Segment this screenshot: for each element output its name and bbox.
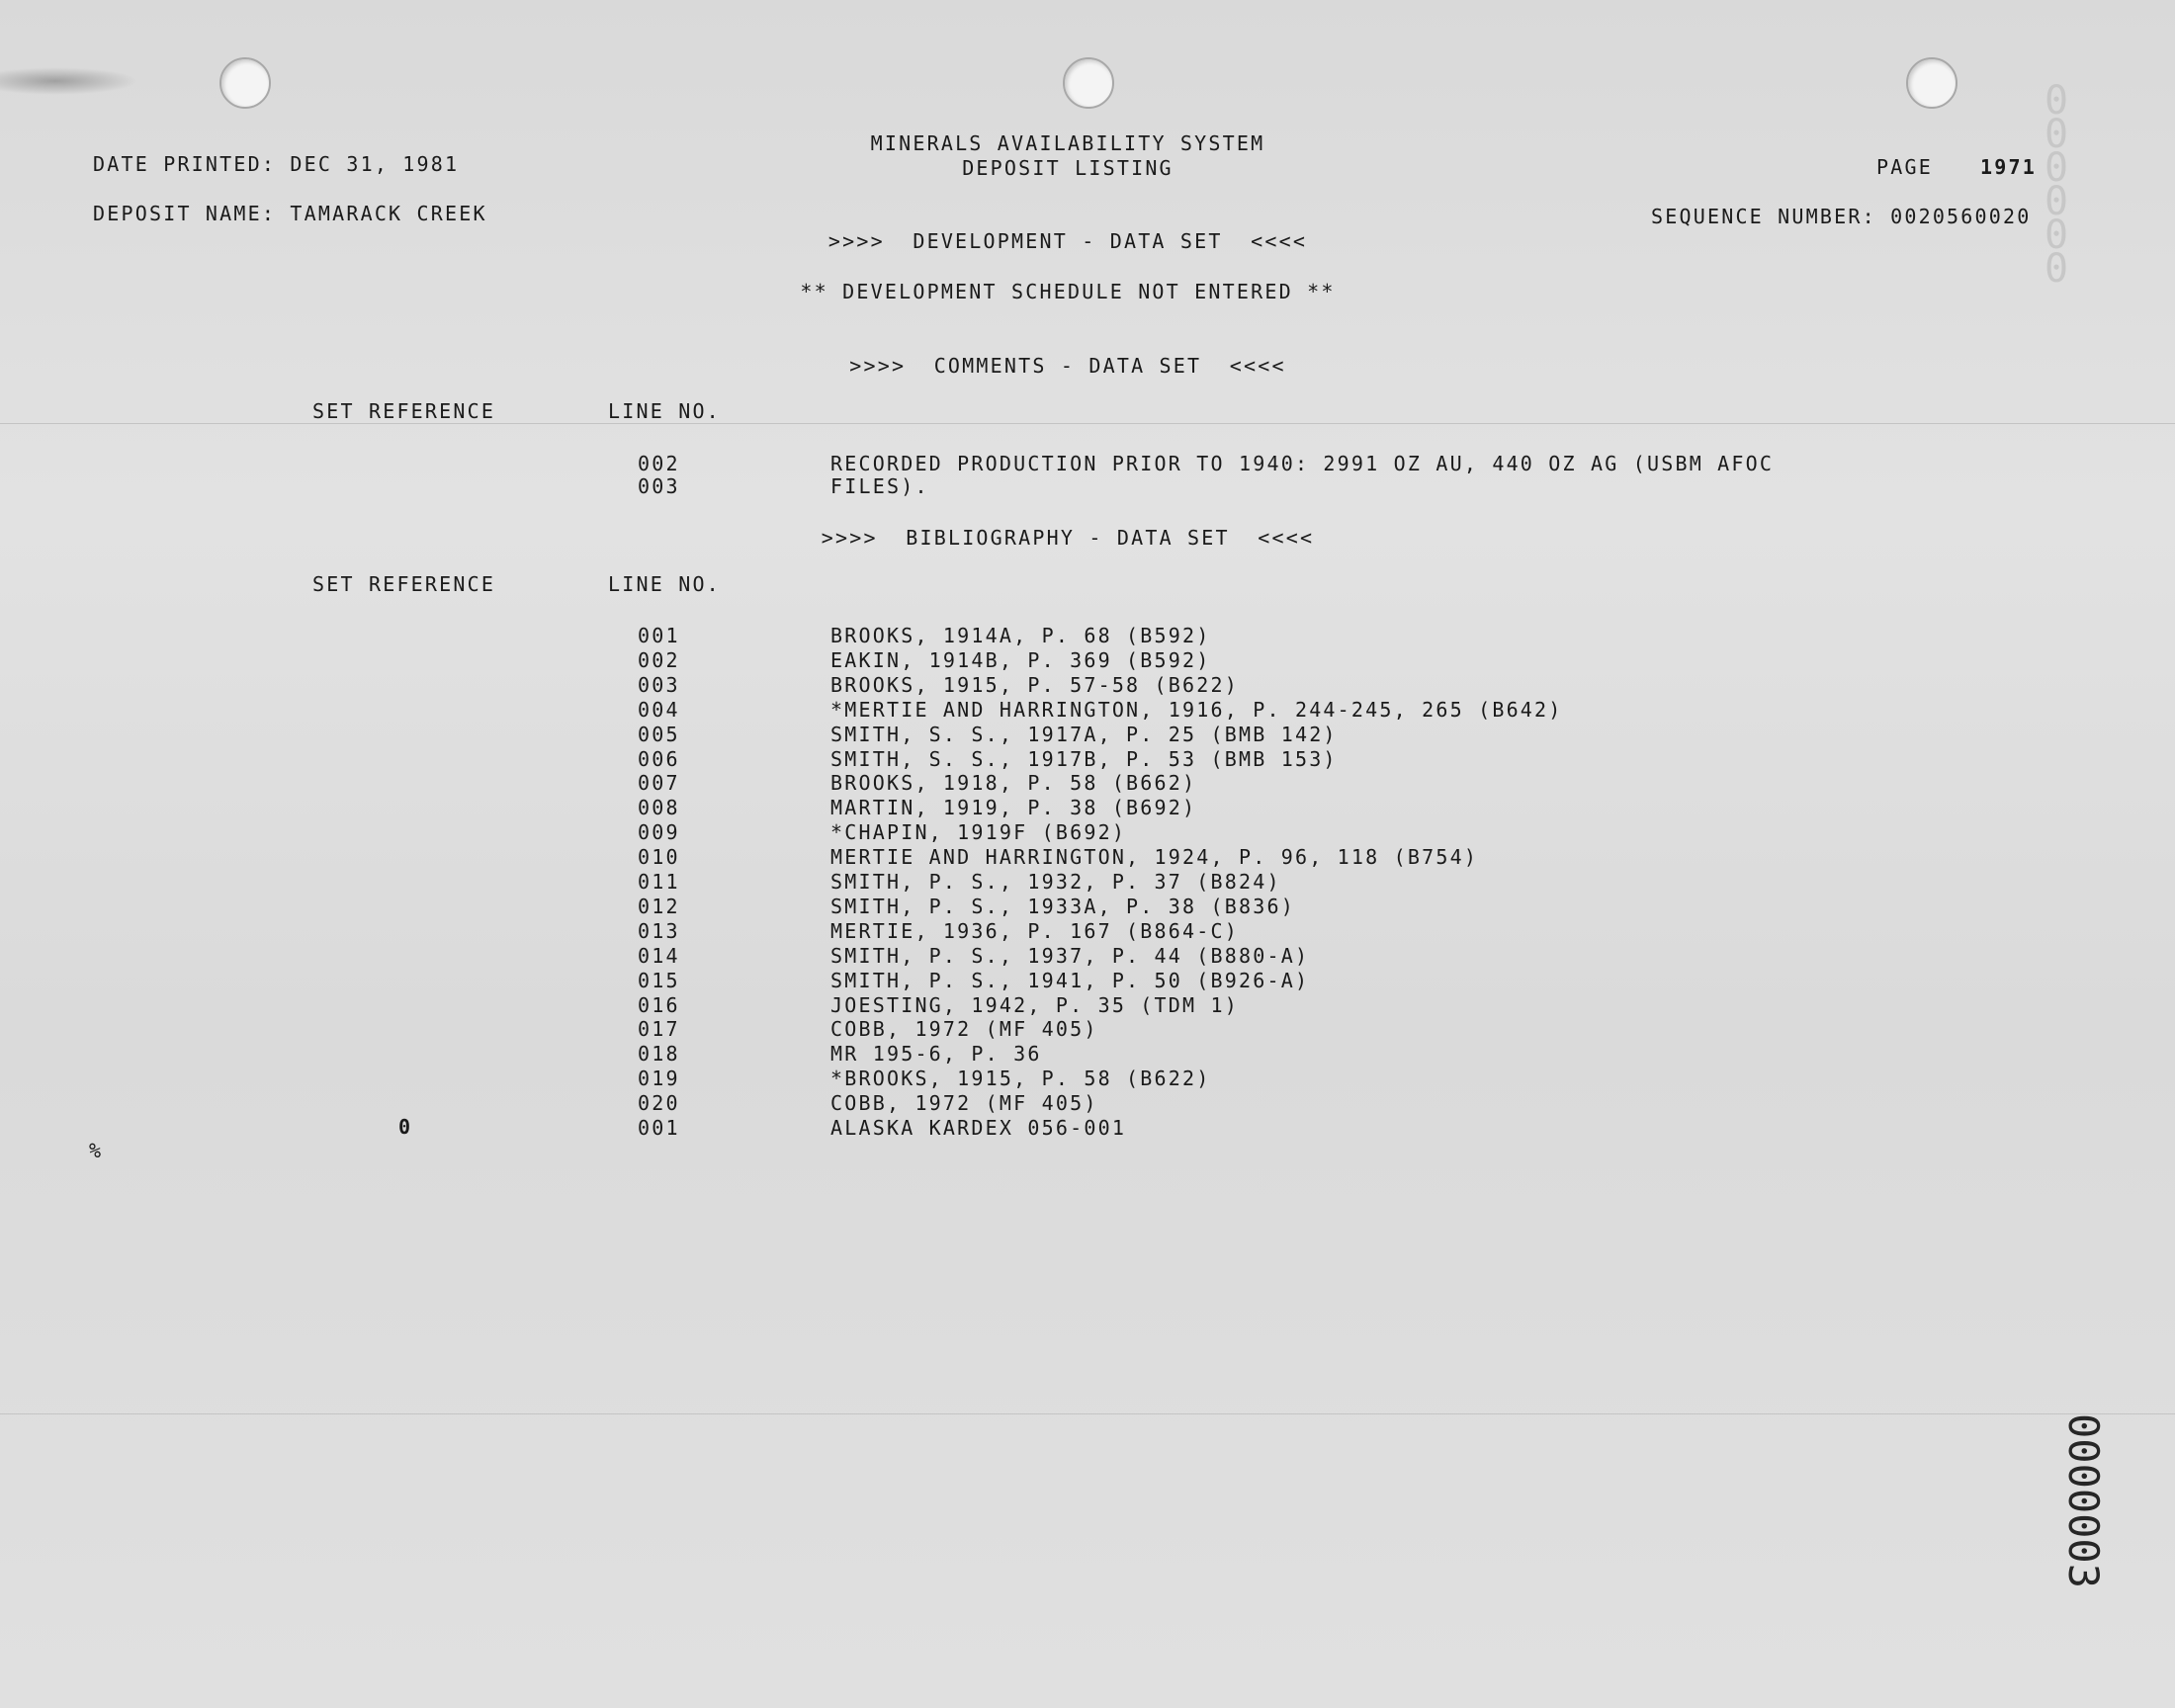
bibliography-line-no: 001 [638,624,680,647]
bibliography-col-set-reference: SET REFERENCE [312,572,496,596]
bibliography-line-no: 007 [638,771,680,795]
bibliography-line-no: 012 [638,895,680,918]
bibliography-entry: JOESTING, 1942, P. 35 (TDM 1) [830,993,1239,1017]
bibliography-entry: SMITH, S. S., 1917A, P. 25 (BMB 142) [830,723,1338,746]
comment-line-no: 003 [638,474,680,498]
bibliography-line-no: 011 [638,870,680,894]
bibliography-entry: BROOKS, 1918, P. 58 (B662) [830,771,1197,795]
development-heading: >>>> DEVELOPMENT - DATA SET <<<< [827,229,1308,253]
bibliography-entry: MR 195-6, P. 36 [830,1042,1042,1066]
bibliography-entry: SMITH, P. S., 1937, P. 44 (B880-A) [830,944,1310,968]
punch-hole [219,57,271,109]
bibliography-entry: MERTIE, 1936, P. 167 (B864-C) [830,919,1239,943]
bibliography-line-no: 017 [638,1017,680,1041]
bibliography-line-no: 004 [638,698,680,722]
side-stamp-bottom [2059,1413,2108,1589]
bibliography-line-no: 016 [638,993,680,1017]
comment-text: FILES). [830,474,929,498]
bibliography-entry: MERTIE AND HARRINGTON, 1924, P. 96, 118 (B754) [830,845,1479,869]
bibliography-entry: BROOKS, 1914A, P. 68 (B592) [830,624,1211,647]
bibliography-line-no: 008 [638,796,680,819]
bibliography-line-no: 003 [638,673,680,697]
bibliography-entry: SMITH, P. S., 1941, P. 50 (B926-A) [830,969,1310,992]
comment-line-no: 002 [638,452,680,475]
bibliography-entry: *BROOKS, 1915, P. 58 (B622) [830,1067,1211,1090]
fold-line [0,423,2175,424]
bibliography-line-no: 020 [638,1091,680,1115]
bibliography-entry: MARTIN, 1919, P. 38 (B692) [830,796,1197,819]
bibliography-line-no: 010 [638,845,680,869]
bibliography-entry: ALASKA KARDEX 056-001 [830,1116,1127,1140]
bibliography-entry: SMITH, P. S., 1933A, P. 38 (B836) [830,895,1295,918]
bibliography-line-no: 018 [638,1042,680,1066]
bibliography-entry: COBB, 1972 (MF 405) [830,1091,1098,1115]
bibliography-line-no: 002 [638,648,680,672]
side-stamp-bottom-text: 0000003 [2059,1413,2108,1589]
bibliography-line-no: 005 [638,723,680,746]
punch-hole [1906,57,1958,109]
report-title: DEPOSIT LISTING [962,156,1174,180]
punch-hole [1063,57,1114,109]
side-stamp-top: 0 0 0 0 0 0 [2044,78,2069,292]
bibliography-heading: >>>> BIBLIOGRAPHY - DATA SET <<<< [821,526,1315,550]
bibliography-entry: EAKIN, 1914B, P. 369 (B592) [830,648,1211,672]
ink-smudge [0,67,138,95]
set-reference-value: 0 [398,1115,413,1139]
bibliography-line-no: 014 [638,944,680,968]
bibliography-line-no: 019 [638,1067,680,1090]
bibliography-entry: *CHAPIN, 1919F (B692) [830,820,1127,844]
bibliography-line-no: 013 [638,919,680,943]
system-title: MINERALS AVAILABILITY SYSTEM [870,131,1265,155]
sequence-number: SEQUENCE NUMBER: 0020560020 [1651,205,2032,228]
bibliography-entry: BROOKS, 1915, P. 57-58 (B622) [830,673,1239,697]
bibliography-entry: *MERTIE AND HARRINGTON, 1916, P. 244-245, 265 (B642) [830,698,1563,722]
footer-mark: % [89,1139,104,1162]
bibliography-line-no: 006 [638,747,680,771]
page-label: PAGE [1876,155,1933,179]
date-printed: DATE PRINTED: DEC 31, 1981 [93,152,460,176]
development-note: ** DEVELOPMENT SCHEDULE NOT ENTERED ** [800,280,1336,303]
bibliography-line-no: 015 [638,969,680,992]
comments-col-set-reference: SET REFERENCE [312,399,496,423]
bibliography-entry: SMITH, P. S., 1932, P. 37 (B824) [830,870,1281,894]
bibliography-col-line-no: LINE NO. [608,572,721,596]
comments-heading: >>>> COMMENTS - DATA SET <<<< [849,354,1286,378]
fold-line [0,1413,2175,1414]
bibliography-line-no: 009 [638,820,680,844]
page-number: 1971 [1980,155,2037,179]
bibliography-entry: COBB, 1972 (MF 405) [830,1017,1098,1041]
bibliography-entry: SMITH, S. S., 1917B, P. 53 (BMB 153) [830,747,1338,771]
bibliography-line-no: 001 [638,1116,680,1140]
deposit-name: DEPOSIT NAME: TAMARACK CREEK [93,202,487,225]
comments-col-line-no: LINE NO. [608,399,721,423]
comment-text: RECORDED PRODUCTION PRIOR TO 1940: 2991 OZ AU, 440 OZ AG (USBM AFOC [830,452,1775,475]
